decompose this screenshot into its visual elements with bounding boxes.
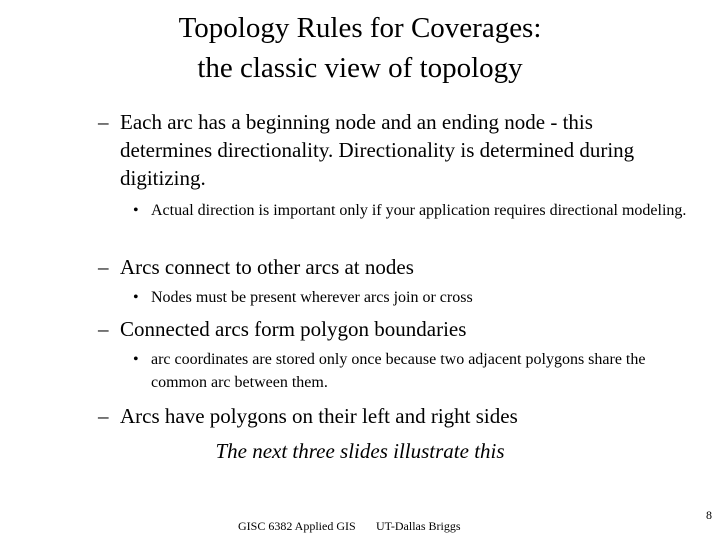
bullet-item <box>98 108 688 192</box>
bullet-item <box>98 402 688 430</box>
sub-bullet-item <box>133 348 693 394</box>
slide-note: The next three slides illustrate this <box>215 439 505 463</box>
sub-bullet-text: arc coordinates are stored only once because two adjacent polygons share the common arc between them. <box>151 351 646 391</box>
slide-title-line-2: the classic view of topology <box>197 52 523 84</box>
sub-bullet-item <box>133 199 693 222</box>
bullet-dot-marker: • <box>133 289 139 306</box>
bullet-text: Each arc has a beginning node and an ending node - this determines directionality. Directionality is determined during digitizing. <box>120 110 635 190</box>
sub-bullet-text: Nodes must be present wherever arcs join or cross <box>151 289 473 306</box>
bullet-dot-marker: • <box>133 202 139 219</box>
bullet-text: Connected arcs form polygon boundaries <box>120 317 467 341</box>
sub-bullet-text: Actual direction is important only if your application requires directional modeling. <box>151 202 687 219</box>
bullet-item <box>98 315 688 343</box>
bullet-dash-marker: – <box>98 404 109 428</box>
page-number: 8 <box>706 508 712 522</box>
bullet-dash-marker: – <box>98 317 109 341</box>
bullet-dot-marker: • <box>133 351 139 368</box>
bullet-text: Arcs have polygons on their left and right sides <box>120 404 518 428</box>
bullet-dash-marker: – <box>98 110 109 134</box>
sub-bullet-item <box>133 286 693 309</box>
footer-course: GISC 6382 Applied GIS <box>238 519 356 533</box>
bullet-item <box>98 253 688 281</box>
bullet-dash-marker: – <box>98 255 109 279</box>
footer-author: UT-Dallas Briggs <box>376 519 461 533</box>
slide-title-line-1: Topology Rules for Coverages: <box>178 12 542 44</box>
slide-title <box>0 8 720 88</box>
bullet-text: Arcs connect to other arcs at nodes <box>120 255 414 279</box>
